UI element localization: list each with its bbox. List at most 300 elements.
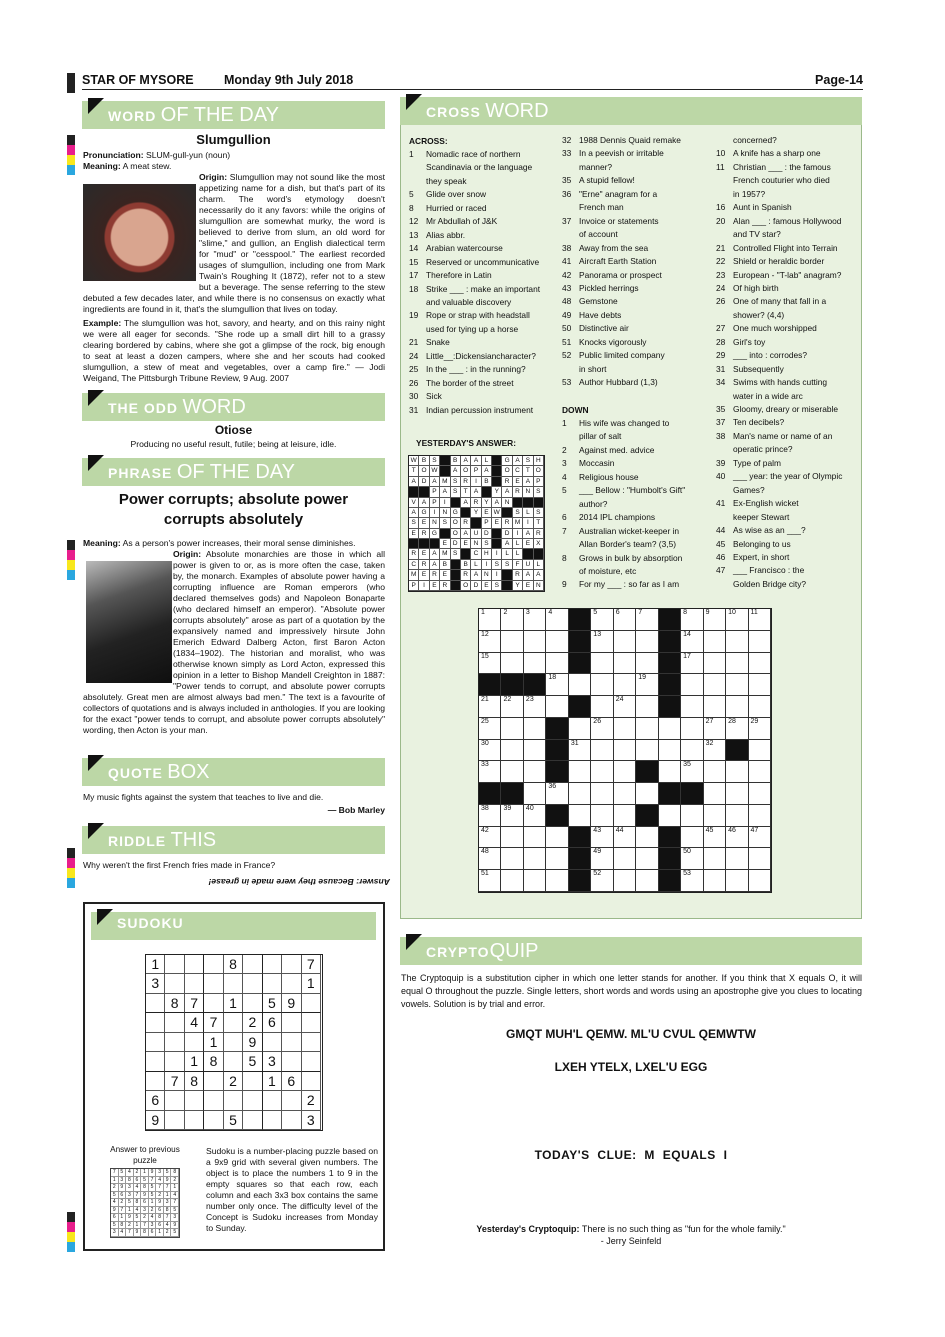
crossword-cell[interactable] xyxy=(546,827,568,849)
cell-number: 9 xyxy=(705,609,710,616)
crossword-cell[interactable] xyxy=(591,653,613,675)
crossword-cell[interactable] xyxy=(636,783,658,805)
crossword-cell[interactable] xyxy=(569,740,591,762)
crossword-cell[interactable] xyxy=(501,761,523,783)
sudoku-cell[interactable]: 5 xyxy=(224,1111,243,1130)
crossword-cell[interactable] xyxy=(636,631,658,653)
answer-cell xyxy=(451,581,461,591)
crossword-cell[interactable] xyxy=(479,740,501,762)
crossword-cell[interactable] xyxy=(681,718,703,740)
crossword-cell[interactable] xyxy=(614,718,636,740)
crossword-cell[interactable] xyxy=(681,609,703,631)
crossword-cell[interactable] xyxy=(704,783,726,805)
answer-cell: A xyxy=(419,498,429,508)
clue-row xyxy=(562,484,712,497)
answer-cell: M xyxy=(513,518,523,528)
answer-cell: N xyxy=(502,498,512,508)
crossword-cell[interactable] xyxy=(501,696,523,718)
clue-number: 50 xyxy=(562,323,572,334)
crossword-cell[interactable] xyxy=(614,805,636,827)
crossword-cell[interactable] xyxy=(659,740,681,762)
sudoku-cell[interactable]: 7 xyxy=(204,1013,223,1032)
crossword-cell[interactable] xyxy=(636,609,658,631)
crossword-cell[interactable] xyxy=(614,783,636,805)
sudoku-cell[interactable] xyxy=(165,1013,184,1032)
sudoku-cell[interactable] xyxy=(185,1033,204,1052)
sudoku-cell[interactable]: 1 xyxy=(185,1052,204,1071)
crossword-cell[interactable] xyxy=(681,740,703,762)
crossword-cell[interactable] xyxy=(659,805,681,827)
clue-row xyxy=(562,525,712,538)
sudoku-cell[interactable] xyxy=(282,1033,301,1052)
crossword-cell[interactable] xyxy=(524,696,546,718)
cell-number: 51 xyxy=(481,870,489,878)
crossword-cell[interactable] xyxy=(591,848,613,870)
crossword-cell[interactable] xyxy=(726,870,748,892)
crossword-cell[interactable] xyxy=(704,696,726,718)
crossword-cell[interactable] xyxy=(659,718,681,740)
crossword-cell[interactable] xyxy=(614,631,636,653)
sudoku-cell[interactable]: 2 xyxy=(224,1072,243,1091)
crossword-cell[interactable] xyxy=(681,870,703,892)
sudoku-cell[interactable]: 5 xyxy=(263,994,282,1013)
sudoku-cell[interactable] xyxy=(165,1091,184,1110)
crossword-cell[interactable] xyxy=(501,718,523,740)
answer-digit: 3 xyxy=(156,1169,164,1177)
crossword-cell[interactable] xyxy=(749,783,771,805)
answer-cell: N xyxy=(440,508,450,518)
sudoku-cell[interactable] xyxy=(165,1111,184,1130)
crossword-cell[interactable] xyxy=(726,783,748,805)
answer-digit: 5 xyxy=(164,1169,172,1177)
cryptoquip-line1: GMQT MUH'L QEMW. ML'U CVUL QEMWTW xyxy=(506,1027,756,1041)
sudoku-cell[interactable]: 8 xyxy=(204,1052,223,1071)
crossword-cell[interactable] xyxy=(726,718,748,740)
crossword-cell[interactable] xyxy=(749,674,771,696)
clue-row xyxy=(716,174,861,187)
clue-row xyxy=(716,363,861,376)
clue-number: 25 xyxy=(409,364,419,375)
crossword-cell[interactable] xyxy=(479,761,501,783)
crossword-cell[interactable] xyxy=(636,870,658,892)
crossword-cell[interactable] xyxy=(501,827,523,849)
crossword-cell[interactable] xyxy=(704,870,726,892)
crossword-cell[interactable] xyxy=(636,674,658,696)
sudoku-cell[interactable] xyxy=(146,994,165,1013)
clue-row xyxy=(562,134,712,147)
sudoku-grid[interactable] xyxy=(145,954,323,1131)
registration-bar xyxy=(67,1212,75,1252)
sudoku-cell[interactable] xyxy=(263,955,282,974)
crossword-cell[interactable] xyxy=(501,653,523,675)
crossword-cell[interactable] xyxy=(636,740,658,762)
crossword-cell[interactable] xyxy=(636,696,658,718)
yesterday-answer-grid xyxy=(408,455,545,592)
sudoku-cell[interactable] xyxy=(282,1111,301,1130)
clue-text: Girl's toy xyxy=(733,336,766,347)
crossword-cell[interactable] xyxy=(704,609,726,631)
clue-number: 31 xyxy=(409,404,419,415)
sudoku-cell[interactable]: 9 xyxy=(282,994,301,1013)
crossword-cell[interactable] xyxy=(479,631,501,653)
sudoku-cell[interactable]: 3 xyxy=(146,974,165,993)
crossword-cell[interactable] xyxy=(681,653,703,675)
crossword-cell[interactable] xyxy=(704,805,726,827)
crossword-cell[interactable] xyxy=(636,653,658,675)
sudoku-cell[interactable] xyxy=(185,1111,204,1130)
sudoku-cell[interactable] xyxy=(302,1013,321,1032)
crossword-cell[interactable] xyxy=(524,783,546,805)
sudoku-cell[interactable]: 2 xyxy=(243,1013,262,1032)
answer-cell: A xyxy=(482,466,492,476)
sudoku-cell[interactable] xyxy=(185,955,204,974)
crossword-cell[interactable] xyxy=(636,718,658,740)
crossword-cell[interactable] xyxy=(636,848,658,870)
sudoku-cell[interactable] xyxy=(224,1033,243,1052)
crossword-cell[interactable] xyxy=(636,827,658,849)
crossword-cell[interactable] xyxy=(546,653,568,675)
sudoku-cell[interactable]: 7 xyxy=(185,994,204,1013)
crossword-cell[interactable] xyxy=(749,870,771,892)
clue-row xyxy=(716,430,861,443)
crossword-cell[interactable] xyxy=(524,870,546,892)
sudoku-cell[interactable]: 8 xyxy=(185,1072,204,1091)
sudoku-cell[interactable] xyxy=(185,1091,204,1110)
crossword-cell[interactable] xyxy=(479,827,501,849)
crossword-cell[interactable] xyxy=(591,761,613,783)
crossword-block xyxy=(569,827,591,849)
answer-cell: S xyxy=(492,560,502,570)
sudoku-cell[interactable] xyxy=(165,974,184,993)
crossword-cell[interactable] xyxy=(479,848,501,870)
crossword-cell[interactable] xyxy=(591,827,613,849)
crossword-cell[interactable] xyxy=(591,674,613,696)
crossword-cell[interactable] xyxy=(726,631,748,653)
crossword-cell[interactable] xyxy=(681,631,703,653)
clue-number: 26 xyxy=(409,377,419,388)
sudoku-cell[interactable] xyxy=(243,1072,262,1091)
crossword-cell[interactable] xyxy=(524,805,546,827)
sudoku-cell[interactable]: 8 xyxy=(224,955,243,974)
crossword-cell[interactable] xyxy=(569,805,591,827)
answer-digit: 1 xyxy=(126,1207,134,1215)
clue-number: 24 xyxy=(716,282,726,293)
sudoku-cell[interactable] xyxy=(302,1052,321,1071)
crossword-cell[interactable] xyxy=(546,783,568,805)
sudoku-cell[interactable]: 1 xyxy=(263,1072,282,1091)
crossword-cell[interactable] xyxy=(704,653,726,675)
crossword-cell[interactable] xyxy=(726,674,748,696)
crossword-cell[interactable] xyxy=(614,653,636,675)
sudoku-cell[interactable] xyxy=(282,974,301,993)
crossword-cell[interactable] xyxy=(681,848,703,870)
sudoku-cell[interactable]: 6 xyxy=(282,1072,301,1091)
sudoku-cell[interactable] xyxy=(165,955,184,974)
sudoku-cell[interactable] xyxy=(243,994,262,1013)
sudoku-cell[interactable]: 3 xyxy=(302,1111,321,1130)
sudoku-cell[interactable] xyxy=(263,1033,282,1052)
sudoku-cell[interactable]: 8 xyxy=(165,994,184,1013)
crossword-cell[interactable] xyxy=(704,761,726,783)
crossword-cell[interactable] xyxy=(501,870,523,892)
sudoku-cell[interactable] xyxy=(146,1052,165,1071)
sudoku-cell[interactable]: 7 xyxy=(165,1072,184,1091)
crossword-cell[interactable] xyxy=(479,609,501,631)
crossword-cell[interactable] xyxy=(614,870,636,892)
sudoku-cell[interactable] xyxy=(302,1033,321,1052)
crossword-cell[interactable] xyxy=(546,631,568,653)
clue-row xyxy=(716,497,861,510)
crossword-cell[interactable] xyxy=(749,761,771,783)
clue-text: Type of palm xyxy=(733,457,781,468)
clue-row xyxy=(562,444,712,457)
crossword-cell[interactable] xyxy=(501,848,523,870)
crossword-cell[interactable] xyxy=(591,696,613,718)
crossword-cell[interactable] xyxy=(546,870,568,892)
sudoku-cell[interactable] xyxy=(282,955,301,974)
crossword-cell[interactable] xyxy=(681,674,703,696)
sudoku-cell[interactable] xyxy=(243,1111,262,1130)
crossword-cell[interactable] xyxy=(659,761,681,783)
crossword-cell[interactable] xyxy=(546,674,568,696)
crossword-cell[interactable] xyxy=(479,696,501,718)
crossword-cell[interactable] xyxy=(749,848,771,870)
answer-cell: W xyxy=(409,456,419,466)
crossword-cell[interactable] xyxy=(726,761,748,783)
answer-digit: 5 xyxy=(171,1229,179,1237)
sudoku-cell[interactable] xyxy=(146,1072,165,1091)
crossword-cell[interactable] xyxy=(704,631,726,653)
answer-digit: 7 xyxy=(141,1222,149,1230)
crossword-cell[interactable] xyxy=(591,870,613,892)
answer-cell xyxy=(440,466,450,476)
crossword-block xyxy=(569,609,591,631)
crossword-cell[interactable] xyxy=(501,805,523,827)
sudoku-cell[interactable]: 1 xyxy=(146,955,165,974)
answer-digit: 2 xyxy=(149,1207,157,1215)
sudoku-cell[interactable]: 6 xyxy=(263,1013,282,1032)
crossword-cell[interactable] xyxy=(681,696,703,718)
clue-row xyxy=(716,524,861,537)
sudoku-cell[interactable] xyxy=(204,974,223,993)
answer-cell: I xyxy=(492,549,502,559)
crossword-cell[interactable] xyxy=(479,653,501,675)
answer-digit: 5 xyxy=(126,1199,134,1207)
answer-digit: 6 xyxy=(149,1229,157,1237)
sudoku-cell[interactable] xyxy=(263,974,282,993)
crossword-cell[interactable] xyxy=(591,805,613,827)
crossword-cell[interactable] xyxy=(726,827,748,849)
sudoku-cell[interactable] xyxy=(224,1091,243,1110)
crossword-cell[interactable] xyxy=(704,848,726,870)
crossword-cell[interactable] xyxy=(704,718,726,740)
sudoku-cell[interactable] xyxy=(204,1091,223,1110)
answer-digit: 1 xyxy=(119,1214,127,1222)
clue-number: 8 xyxy=(409,202,414,213)
clue-text: Ten decibels? xyxy=(733,417,785,428)
crossword-cell[interactable] xyxy=(704,674,726,696)
crossword-cell[interactable] xyxy=(479,870,501,892)
crossword-block xyxy=(636,761,658,783)
sudoku-cell[interactable]: 9 xyxy=(243,1033,262,1052)
clue-number: 36 xyxy=(562,188,572,199)
sudoku-cell[interactable]: 6 xyxy=(146,1091,165,1110)
clue-text: ___ Bellow : "Humbolt's Gift" xyxy=(579,485,686,496)
crossword-cell[interactable] xyxy=(524,718,546,740)
cell-number: 47 xyxy=(750,826,759,834)
crossword-cell[interactable] xyxy=(479,718,501,740)
crossword-cell[interactable] xyxy=(749,718,771,740)
crossword-cell[interactable] xyxy=(749,740,771,762)
crossword-cell[interactable] xyxy=(614,848,636,870)
crossword-cell[interactable] xyxy=(546,696,568,718)
sudoku-cell[interactable]: 1 xyxy=(224,994,243,1013)
crossword-cell[interactable] xyxy=(681,805,703,827)
clue-text: In a peevish or irritable xyxy=(579,148,664,159)
sudoku-cell[interactable]: 2 xyxy=(302,1091,321,1110)
sudoku-cell[interactable] xyxy=(204,1111,223,1130)
sudoku-cell[interactable]: 7 xyxy=(302,955,321,974)
crossword-cell[interactable] xyxy=(524,827,546,849)
answer-cell: E xyxy=(430,581,440,591)
sudoku-cell[interactable] xyxy=(243,955,262,974)
clue-row xyxy=(409,269,559,282)
sudoku-cell[interactable] xyxy=(224,974,243,993)
crossword-block xyxy=(546,740,568,762)
crossword-cell[interactable] xyxy=(524,653,546,675)
clue-text: Scandinavia or the language xyxy=(426,162,533,173)
sudoku-cell[interactable] xyxy=(204,1072,223,1091)
sudoku-cell[interactable] xyxy=(146,1033,165,1052)
crossword-cell[interactable] xyxy=(704,827,726,849)
clue-row xyxy=(562,322,712,335)
answer-cell: N xyxy=(523,487,533,497)
crossword-cell[interactable] xyxy=(614,740,636,762)
sudoku-cell[interactable] xyxy=(282,1013,301,1032)
crossword-cell[interactable] xyxy=(591,631,613,653)
crossword-cell[interactable] xyxy=(524,631,546,653)
crossword-cell[interactable] xyxy=(726,653,748,675)
answer-cell: O xyxy=(451,518,461,528)
crossword-cell[interactable] xyxy=(591,609,613,631)
sudoku-cell[interactable]: 4 xyxy=(185,1013,204,1032)
crossword-cell[interactable] xyxy=(569,783,591,805)
crossword-cell[interactable] xyxy=(681,827,703,849)
crossword-cell[interactable] xyxy=(524,740,546,762)
crossword-cell[interactable] xyxy=(501,740,523,762)
sudoku-cell[interactable]: 3 xyxy=(263,1052,282,1071)
crossword-cell[interactable] xyxy=(749,653,771,675)
crossword-cell[interactable] xyxy=(726,805,748,827)
sudoku-cell[interactable] xyxy=(282,1052,301,1071)
crossword-cell[interactable] xyxy=(569,761,591,783)
crossword-cell[interactable] xyxy=(681,761,703,783)
clue-number: 28 xyxy=(716,336,726,347)
crossword-cell[interactable] xyxy=(524,609,546,631)
sudoku-cell[interactable] xyxy=(165,1052,184,1071)
sudoku-cell[interactable] xyxy=(243,1091,262,1110)
crossword-cell[interactable] xyxy=(546,848,568,870)
crossword-cell[interactable] xyxy=(726,696,748,718)
sudoku-cell[interactable]: 1 xyxy=(302,974,321,993)
crossword-cell[interactable] xyxy=(749,805,771,827)
cell-number: 35 xyxy=(683,761,691,769)
sudoku-cell[interactable] xyxy=(146,1013,165,1032)
answer-cell: S xyxy=(409,518,419,528)
crossword-cell[interactable] xyxy=(569,718,591,740)
crossword-cell[interactable] xyxy=(749,696,771,718)
sudoku-cell[interactable] xyxy=(263,1091,282,1110)
sudoku-cell[interactable]: 9 xyxy=(146,1111,165,1130)
crossword-cell[interactable] xyxy=(591,718,613,740)
crossword-cell[interactable] xyxy=(749,609,771,631)
answer-cell: L xyxy=(482,456,492,466)
sudoku-cell[interactable] xyxy=(302,1072,321,1091)
crossword-cell[interactable] xyxy=(501,631,523,653)
sudoku-cell[interactable]: 5 xyxy=(243,1052,262,1071)
sudoku-cell[interactable] xyxy=(302,994,321,1013)
sudoku-cell[interactable] xyxy=(263,1111,282,1130)
crossword-cell[interactable] xyxy=(726,848,748,870)
answer-cell: I xyxy=(482,560,492,570)
sudoku-cell[interactable] xyxy=(204,994,223,1013)
crossword-cell[interactable] xyxy=(749,631,771,653)
crossword-cell[interactable] xyxy=(591,783,613,805)
crossword-cell[interactable] xyxy=(614,827,636,849)
clue-row xyxy=(562,295,712,308)
crossword-cell[interactable] xyxy=(479,805,501,827)
crossword-cell[interactable] xyxy=(524,848,546,870)
clue-number: 41 xyxy=(716,498,726,509)
sudoku-cell[interactable] xyxy=(224,1013,243,1032)
answer-cell: R xyxy=(502,477,512,487)
sudoku-cell[interactable] xyxy=(282,1091,301,1110)
answer-cell: A xyxy=(471,570,481,580)
crossword-cell[interactable] xyxy=(614,696,636,718)
odd-word-header: THE ODD WORD xyxy=(82,393,385,421)
clue-row xyxy=(716,484,861,497)
crossword-cell[interactable] xyxy=(704,740,726,762)
quote-text: My music fights against the system that teaches to live and die. xyxy=(83,792,324,802)
cryptoquip-clue: TODAY'S CLUE: M EQUALS I xyxy=(534,1148,728,1162)
answer-cell: A xyxy=(502,539,512,549)
clue-row xyxy=(562,565,712,578)
answer-cell: Y xyxy=(492,487,502,497)
crossword-cell[interactable] xyxy=(546,609,568,631)
crossword-cell[interactable] xyxy=(726,609,748,631)
crossword-cell[interactable] xyxy=(501,609,523,631)
page-number: Page-14 xyxy=(815,73,863,87)
answer-cell: L xyxy=(523,508,533,518)
sudoku-cell[interactable] xyxy=(243,974,262,993)
sudoku-cell[interactable] xyxy=(185,974,204,993)
sudoku-cell[interactable]: 1 xyxy=(204,1033,223,1052)
crossword-cell[interactable] xyxy=(524,761,546,783)
answer-cell: E xyxy=(419,549,429,559)
crossword-cell[interactable] xyxy=(569,674,591,696)
crossword-block xyxy=(659,848,681,870)
crossword-cell[interactable] xyxy=(614,761,636,783)
clue-text: Nomadic race of northern xyxy=(426,149,521,159)
sudoku-cell[interactable] xyxy=(165,1033,184,1052)
crossword-cell[interactable] xyxy=(614,674,636,696)
crossword-cell[interactable] xyxy=(591,740,613,762)
sudoku-cell[interactable] xyxy=(224,1052,243,1071)
crossword-cell[interactable] xyxy=(614,609,636,631)
crossword-grid[interactable] xyxy=(478,608,772,893)
sudoku-cell[interactable] xyxy=(204,955,223,974)
crossword-cell[interactable] xyxy=(749,827,771,849)
